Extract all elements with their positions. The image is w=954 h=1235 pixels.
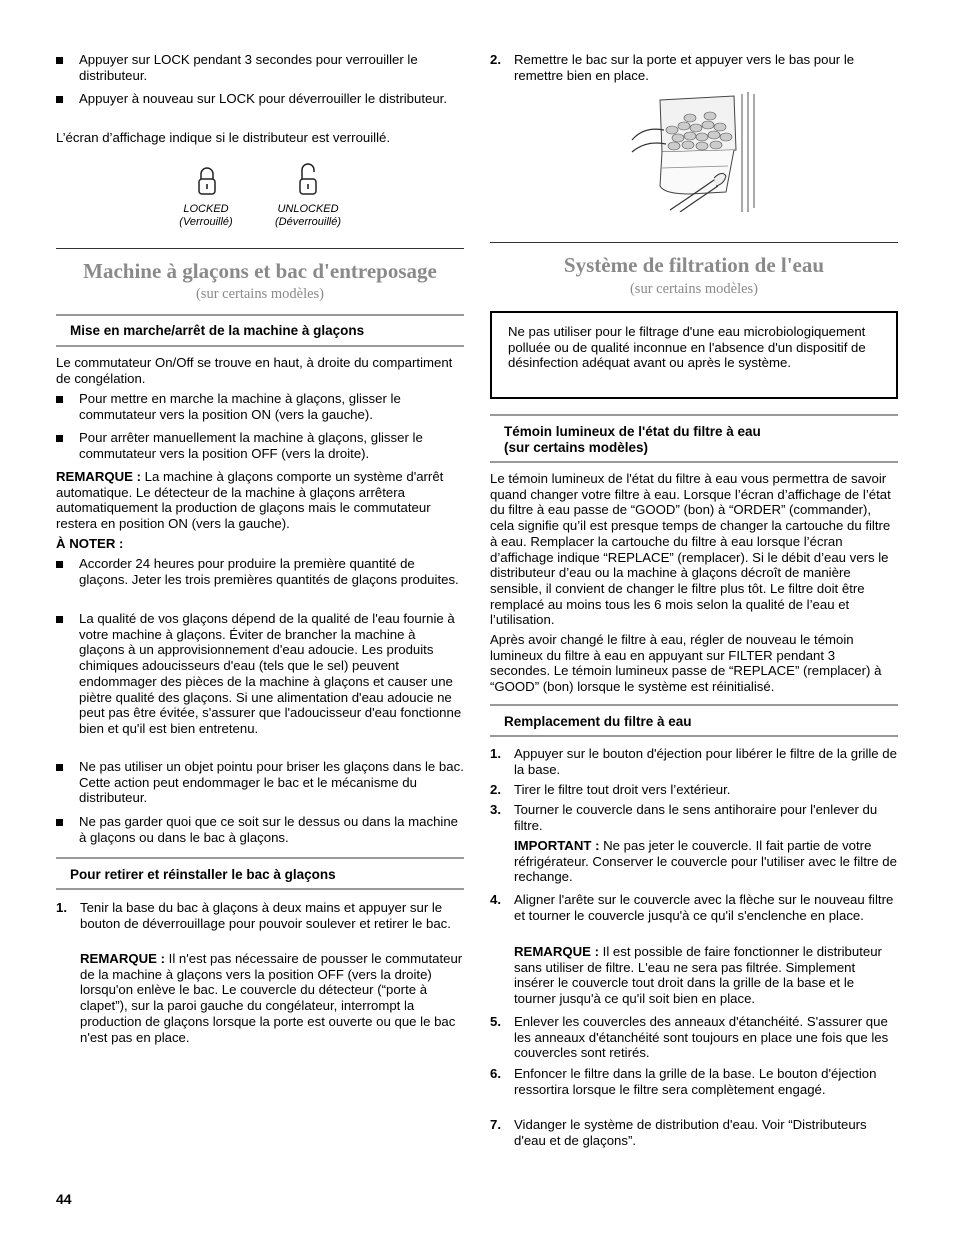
bullet-icon [56,96,63,103]
unlocked-icon [297,162,319,196]
remarque: REMARQUE : La machine à glaçons comporte un système d'arrêt automatique. Le détecteur de la machine à glaçons arrêtera automatiquement la production de glaçons mais le commutateur restera en position ON (vers la gauche). [56,469,444,532]
important-note: IMPORTANT : Ne pas jeter le couvercle. Il fait partie de votre réfrigérateur. Conserver le couvercle pour l'utiliser avec le filtre de rechange. [514,838,897,885]
paragraph: Le commutateur On/Off se trouve en haut, à droite du compartiment de congélation. [56,355,453,386]
section-subtitle: (sur certains modèles) [195,286,325,302]
paragraph: Après avoir changé le filtre à eau, régler de nouveau le témoin lumineux du filtre à eau en appuyant sur FILTER pendant 3 secondes. Le témoin lumineux passe de “REPLACE” (remplacer) à “GOOD” (bon) lorsque le système est réinitialisé. [490,632,882,695]
lock-screen-text: L’écran d’affichage indique si le distributeur est verrouillé. [56,130,391,145]
unlocked-caption: UNLOCKED (Déverrouillé) [274,203,342,228]
section-subtitle: (sur certains modèles) [629,281,759,297]
subheading: Mise en marche/arrêt de la machine à glaçons [56,314,464,347]
ice-bin-illustration [630,90,762,212]
divider [56,248,464,249]
locked-icon [196,166,218,196]
locked-caption: LOCKED (Verrouillé) [179,203,233,228]
bullet-icon [56,561,63,568]
remarque: REMARQUE : Il est possible de faire fonctionner le distributeur sans utiliser de filtre. L'eau ne sera pas filtrée. Simplement insérer le couvercle tout droit dans la grille de la base et le tourner jusqu'à ce qu'il soit bien en place. [514,944,882,1007]
warning-box: Ne pas utiliser pour le filtrage d'une eau microbiologiquement polluée ou de qualité inconnue en l'absence d'un dispositif de désinfection adéquat avant ou après le système. [490,311,898,399]
section-title: Système de filtration de l'eau [563,253,825,277]
bullet-icon [56,616,63,623]
bullet-icon [56,396,63,403]
section-title: Machine à glaçons et bac d'entreposage [83,259,437,283]
page-number: 44 [56,1191,72,1207]
bullet-icon [56,764,63,771]
subheading: Remplacement du filtre à eau [490,704,898,737]
subheading: Témoin lumineux de l'état du filtre à eau (sur certains modèles) [490,414,898,463]
bullet-icon [56,57,63,64]
subheading: Pour retirer et réinstaller le bac à glaçons [56,857,464,890]
divider [490,242,898,243]
bullet-icon [56,819,63,826]
a-noter-label: À NOTER : [56,536,124,551]
remarque: REMARQUE : Il n'est pas nécessaire de pousser le commutateur de la machine à glaçons vers la position OFF (vers la droite) lorsqu'on enlève le bac. Le couvercle du détecteur (“porte à clapet”), sur la paroi gauche du congélateur, interrompt la production de glaçons lorsque la porte est ouverte ou que le bac n'est pas en place. [80,951,463,1045]
bullet-icon [56,435,63,442]
paragraph: Le témoin lumineux de l'état du filtre à eau vous permettra de savoir quand changer votre filtre à eau. Lorsque l’écran d’affichage de l’état du filtre à eau passe de “GOOD” (bon) à “ORDER” (commander), cela signifie qu’il est presque temps de changer la cartouche du filtre à eau. Remplacer la cartouche du filtre à eau lorsque l’écran d’affichage indique “REPLACE” (remplacer). Si le débit d’eau vers le distributeur d’eau ou la machine à glaçons décroît de manière sensible, il convient de changer le filtre plus tôt. Le filtre doit être remplacé au moins tous les 6 mois selon la qualité de l’eau et l’utilisation. [490,471,891,628]
